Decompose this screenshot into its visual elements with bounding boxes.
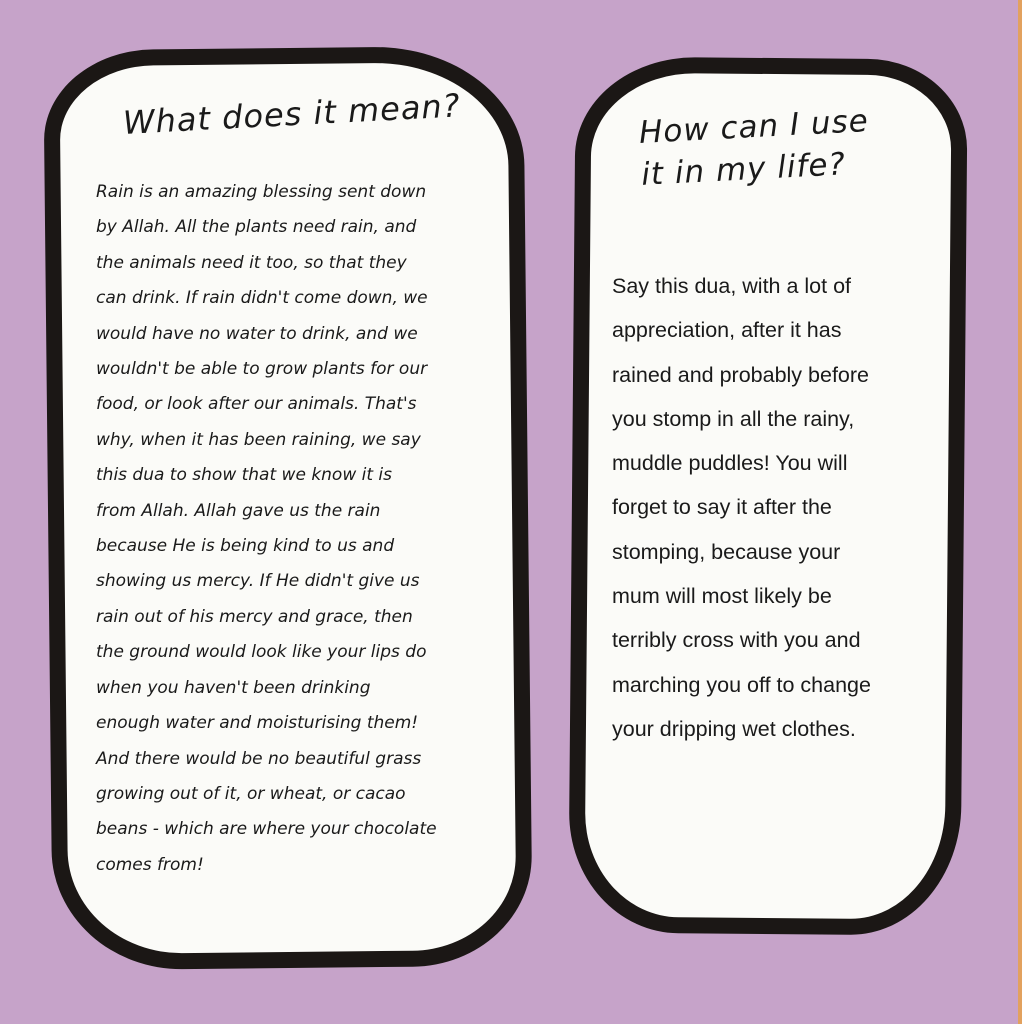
- right-panel-heading: How can I use it in my life?: [638, 102, 870, 193]
- left-panel-body-text: Rain is an amazing blessing sent down by Allah. All the plants need rain, and the animals need it too, so that they can drink. If rain didn't come down, we would have no water to drink, and we wouldn't be able to grow plants for our food, or look after our animals. That's why, when it has been raining, we say this dua to show that we know it is from Allah. Allah gave us the rain because He is being kind to us and showing us mercy. If He didn't give us rain out of his mercy and grace, then the ground would look like your lips do when you haven't been drinking enough water and moisturising them! And there would be no beautiful grass growing out of it, or wheat, or cacao beans - which are where your chocolate comes from!: [96, 182, 437, 875]
- left-panel-heading: What does it mean?: [122, 86, 462, 142]
- right-panel-body-text: Say this dua, with a lot of appreciation, after it has rained and probably before you stomp in all the rainy, muddle puddles! You will forget to say it after the stomping, because your mum will most likely be terribly cross with you and marching you off to change your dripping wet clothes.: [612, 274, 871, 741]
- right-edge-strip: [1018, 0, 1022, 1024]
